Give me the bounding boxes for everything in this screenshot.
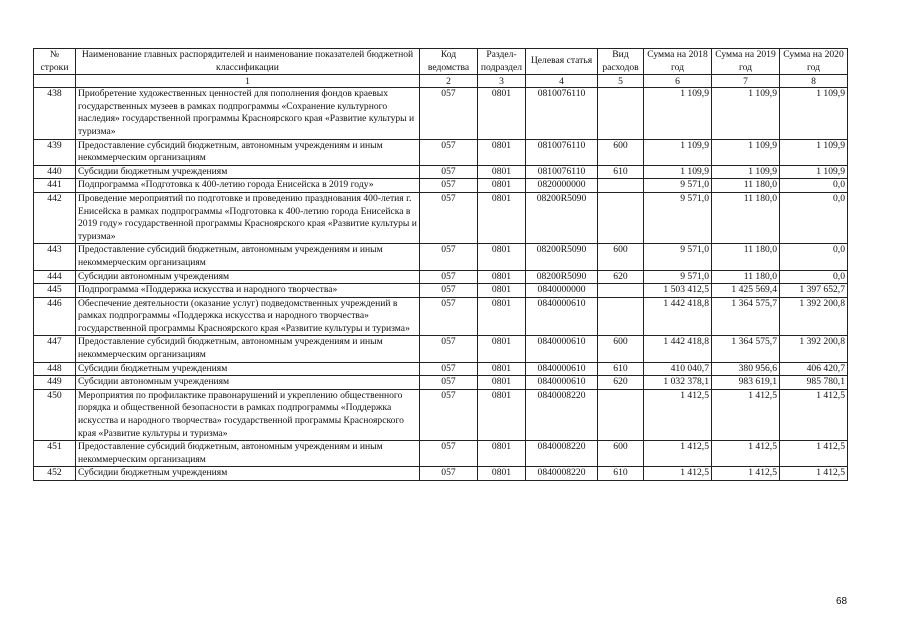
expense-type-cell: 600 bbox=[598, 441, 644, 467]
sum-2018-cell: 410 040,7 bbox=[644, 362, 712, 376]
header-dept-code: Код ведомства bbox=[420, 49, 478, 75]
expense-type-cell bbox=[598, 179, 644, 193]
section-cell: 0801 bbox=[478, 467, 526, 481]
expense-type-cell bbox=[598, 389, 644, 440]
sum-2018-cell: 1 442 418,8 bbox=[644, 297, 712, 336]
section-cell: 0801 bbox=[478, 88, 526, 139]
sum-2020-cell: 0,0 bbox=[780, 270, 848, 284]
dept-code-cell: 057 bbox=[420, 165, 478, 179]
row-name-cell: Предоставление субсидий бюджетным, автономным учреждениям и иным некоммерческим организациям bbox=[76, 441, 420, 467]
sum-2019-cell: 380 956,6 bbox=[712, 362, 780, 376]
row-name-cell: Предоставление субсидий бюджетным, автономным учреждениям и иным некоммерческим организациям bbox=[76, 244, 420, 270]
sum-2018-cell: 1 109,9 bbox=[644, 165, 712, 179]
table-row bbox=[34, 297, 848, 336]
header-section: Раздел-подраздел bbox=[478, 49, 526, 75]
table-row bbox=[34, 441, 848, 467]
header-row-no: № строки bbox=[34, 49, 76, 75]
dept-code-cell: 057 bbox=[420, 244, 478, 270]
column-number: 3 bbox=[478, 75, 526, 88]
dept-code-cell: 057 bbox=[420, 297, 478, 336]
sum-2020-cell: 985 780,1 bbox=[780, 376, 848, 390]
section-cell: 0801 bbox=[478, 270, 526, 284]
sum-2018-cell: 9 571,0 bbox=[644, 270, 712, 284]
sum-2019-cell: 1 425 569,4 bbox=[712, 284, 780, 298]
sum-2019-cell: 1 109,9 bbox=[712, 88, 780, 139]
target-article-cell: 0840008220 bbox=[526, 467, 598, 481]
section-cell: 0801 bbox=[478, 284, 526, 298]
section-cell: 0801 bbox=[478, 139, 526, 165]
dept-code-cell: 057 bbox=[420, 88, 478, 139]
expense-type-cell bbox=[598, 192, 644, 243]
row-name-cell: Предоставление субсидий бюджетным, автономным учреждениям и иным некоммерческим организациям bbox=[76, 336, 420, 362]
sum-2018-cell: 1 442 418,8 bbox=[644, 336, 712, 362]
expense-type-cell bbox=[598, 88, 644, 139]
row-number-cell: 446 bbox=[34, 297, 76, 336]
sum-2018-cell: 9 571,0 bbox=[644, 179, 712, 193]
row-number-cell: 443 bbox=[34, 244, 76, 270]
column-number: 6 bbox=[644, 75, 712, 88]
sum-2020-cell: 1 412,5 bbox=[780, 389, 848, 440]
dept-code-cell: 057 bbox=[420, 389, 478, 440]
target-article-cell: 0840000610 bbox=[526, 336, 598, 362]
sum-2020-cell: 1 109,9 bbox=[780, 139, 848, 165]
table-row bbox=[34, 467, 848, 481]
row-name-cell: Проведение мероприятий по подготовке и проведению празднования 400-летия г. Енисейска в рамках подпрограммы «Подготовка к 400-летию города Енисейска в 2019 году» государственной программы Красноярского края «Развитие культуры и туризма» bbox=[76, 192, 420, 243]
sum-2019-cell: 983 619,1 bbox=[712, 376, 780, 390]
table-row bbox=[34, 244, 848, 270]
dept-code-cell: 057 bbox=[420, 467, 478, 481]
target-article-cell: 0840000610 bbox=[526, 297, 598, 336]
sum-2020-cell: 0,0 bbox=[780, 179, 848, 193]
expense-type-cell bbox=[598, 297, 644, 336]
column-number: 1 bbox=[76, 75, 420, 88]
row-number-cell: 445 bbox=[34, 284, 76, 298]
sum-2019-cell: 11 180,0 bbox=[712, 179, 780, 193]
sum-2020-cell: 1 397 652,7 bbox=[780, 284, 848, 298]
row-number-cell: 440 bbox=[34, 165, 76, 179]
row-number-cell: 442 bbox=[34, 192, 76, 243]
expense-type-cell: 610 bbox=[598, 467, 644, 481]
sum-2019-cell: 11 180,0 bbox=[712, 244, 780, 270]
column-number: 8 bbox=[780, 75, 848, 88]
row-name-cell: Субсидии автономным учреждениям bbox=[76, 270, 420, 284]
sum-2019-cell: 1 412,5 bbox=[712, 441, 780, 467]
row-name-cell: Субсидии бюджетным учреждениям bbox=[76, 362, 420, 376]
header-name: Наименование главных распорядителей и наименование показателей бюджетной классификации bbox=[76, 49, 420, 75]
row-name-cell: Предоставление субсидий бюджетным, автономным учреждениям и иным некоммерческим организациям bbox=[76, 139, 420, 165]
dept-code-cell: 057 bbox=[420, 179, 478, 193]
sum-2019-cell: 11 180,0 bbox=[712, 270, 780, 284]
sum-2019-cell: 11 180,0 bbox=[712, 192, 780, 243]
row-name-cell: Приобретение художественных ценностей для пополнения фондов краевых государственных музеев в рамках подпрограммы «Сохранение культурного наследия» государственной программы Красноярского края «Развитие культуры и туризма» bbox=[76, 88, 420, 139]
expense-type-cell: 620 bbox=[598, 376, 644, 390]
expense-type-cell: 610 bbox=[598, 165, 644, 179]
page-number: 68 bbox=[836, 596, 848, 607]
table-row bbox=[34, 376, 848, 390]
section-cell: 0801 bbox=[478, 244, 526, 270]
expense-type-cell: 600 bbox=[598, 244, 644, 270]
target-article-cell: 0840008220 bbox=[526, 389, 598, 440]
column-number bbox=[34, 75, 76, 88]
header-row bbox=[34, 49, 848, 75]
target-article-cell: 0810076110 bbox=[526, 88, 598, 139]
dept-code-cell: 057 bbox=[420, 376, 478, 390]
target-article-cell: 0810076110 bbox=[526, 165, 598, 179]
row-name-cell: Обеспечение деятельности (оказание услуг) подведомственных учреждений в рамках подпрограммы «Поддержка искусства и народного творчества» государственной программы Красноярского края «Развитие культуры и туризма» bbox=[76, 297, 420, 336]
section-cell: 0801 bbox=[478, 389, 526, 440]
target-article-cell: 0840008220 bbox=[526, 441, 598, 467]
section-cell: 0801 bbox=[478, 192, 526, 243]
sum-2018-cell: 9 571,0 bbox=[644, 244, 712, 270]
column-number: 7 bbox=[712, 75, 780, 88]
row-number-cell: 441 bbox=[34, 179, 76, 193]
sum-2018-cell: 1 032 378,1 bbox=[644, 376, 712, 390]
column-number: 5 bbox=[598, 75, 644, 88]
section-cell: 0801 bbox=[478, 376, 526, 390]
header-sum-2019: Сумма на 2019 год bbox=[712, 49, 780, 75]
dept-code-cell: 057 bbox=[420, 336, 478, 362]
sum-2018-cell: 1 412,5 bbox=[644, 467, 712, 481]
table-row bbox=[34, 192, 848, 243]
section-cell: 0801 bbox=[478, 297, 526, 336]
table-row bbox=[34, 362, 848, 376]
column-number: 4 bbox=[526, 75, 598, 88]
sum-2020-cell: 1 392 200,8 bbox=[780, 297, 848, 336]
header-target: Целевая статья bbox=[526, 49, 598, 75]
dept-code-cell: 057 bbox=[420, 139, 478, 165]
target-article-cell: 0820000000 bbox=[526, 179, 598, 193]
row-name-cell: Субсидии бюджетным учреждениям bbox=[76, 467, 420, 481]
column-number: 2 bbox=[420, 75, 478, 88]
sum-2018-cell: 1 109,9 bbox=[644, 139, 712, 165]
row-number-cell: 438 bbox=[34, 88, 76, 139]
sum-2019-cell: 1 364 575,7 bbox=[712, 297, 780, 336]
sum-2020-cell: 406 420,7 bbox=[780, 362, 848, 376]
sum-2018-cell: 1 412,5 bbox=[644, 389, 712, 440]
section-cell: 0801 bbox=[478, 441, 526, 467]
target-article-cell: 08200R5090 bbox=[526, 270, 598, 284]
row-number-cell: 448 bbox=[34, 362, 76, 376]
sum-2020-cell: 1 109,9 bbox=[780, 165, 848, 179]
sum-2020-cell: 1 412,5 bbox=[780, 441, 848, 467]
row-number-cell: 452 bbox=[34, 467, 76, 481]
section-cell: 0801 bbox=[478, 165, 526, 179]
section-cell: 0801 bbox=[478, 336, 526, 362]
sum-2018-cell: 1 412,5 bbox=[644, 441, 712, 467]
sum-2019-cell: 1 109,9 bbox=[712, 165, 780, 179]
target-article-cell: 08200R5090 bbox=[526, 192, 598, 243]
target-article-cell: 0840000610 bbox=[526, 376, 598, 390]
table-row bbox=[34, 284, 848, 298]
expense-type-cell: 610 bbox=[598, 362, 644, 376]
row-number-cell: 451 bbox=[34, 441, 76, 467]
row-number-cell: 439 bbox=[34, 139, 76, 165]
table-row bbox=[34, 179, 848, 193]
row-name-cell: Субсидии автономным учреждениям bbox=[76, 376, 420, 390]
expense-type-cell: 620 bbox=[598, 270, 644, 284]
target-article-cell: 0810076110 bbox=[526, 139, 598, 165]
sum-2019-cell: 1 364 575,7 bbox=[712, 336, 780, 362]
sum-2018-cell: 9 571,0 bbox=[644, 192, 712, 243]
row-name-cell: Субсидии бюджетным учреждениям bbox=[76, 165, 420, 179]
sum-2018-cell: 1 503 412,5 bbox=[644, 284, 712, 298]
sum-2020-cell: 1 109,9 bbox=[780, 88, 848, 139]
table-row bbox=[34, 165, 848, 179]
table-row bbox=[34, 88, 848, 139]
row-name-cell: Мероприятия по профилактике правонарушений и укреплению общественного порядка и общественной безопасности в рамках подпрограммы «Поддержка искусства и народного творчества» государственной программы Красноярского края «Развитие культуры и туризма» bbox=[76, 389, 420, 440]
dept-code-cell: 057 bbox=[420, 284, 478, 298]
dept-code-cell: 057 bbox=[420, 192, 478, 243]
header-expense-type: Вид расходов bbox=[598, 49, 644, 75]
sum-2020-cell: 0,0 bbox=[780, 192, 848, 243]
table-row bbox=[34, 389, 848, 440]
row-name-cell: Подпрограмма «Поддержка искусства и народного творчества» bbox=[76, 284, 420, 298]
row-name-cell: Подпрограмма «Подготовка к 400-летию города Енисейска в 2019 году» bbox=[76, 179, 420, 193]
sum-2018-cell: 1 109,9 bbox=[644, 88, 712, 139]
sum-2020-cell: 1 412,5 bbox=[780, 467, 848, 481]
expense-type-cell bbox=[598, 284, 644, 298]
table-row bbox=[34, 336, 848, 362]
table-row bbox=[34, 270, 848, 284]
sum-2019-cell: 1 412,5 bbox=[712, 467, 780, 481]
target-article-cell: 0840000610 bbox=[526, 362, 598, 376]
header-sum-2020: Сумма на 2020 год bbox=[780, 49, 848, 75]
row-number-cell: 450 bbox=[34, 389, 76, 440]
sum-2019-cell: 1 109,9 bbox=[712, 139, 780, 165]
sum-2020-cell: 1 392 200,8 bbox=[780, 336, 848, 362]
dept-code-cell: 057 bbox=[420, 362, 478, 376]
row-number-cell: 447 bbox=[34, 336, 76, 362]
table-body bbox=[34, 88, 848, 481]
target-article-cell: 08200R5090 bbox=[526, 244, 598, 270]
row-number-cell: 444 bbox=[34, 270, 76, 284]
expense-type-cell: 600 bbox=[598, 139, 644, 165]
section-cell: 0801 bbox=[478, 179, 526, 193]
column-number-row bbox=[34, 75, 848, 88]
section-cell: 0801 bbox=[478, 362, 526, 376]
budget-table bbox=[33, 48, 848, 481]
target-article-cell: 0840000000 bbox=[526, 284, 598, 298]
sum-2019-cell: 1 412,5 bbox=[712, 389, 780, 440]
expense-type-cell: 600 bbox=[598, 336, 644, 362]
table-row bbox=[34, 139, 848, 165]
sum-2020-cell: 0,0 bbox=[780, 244, 848, 270]
dept-code-cell: 057 bbox=[420, 441, 478, 467]
dept-code-cell: 057 bbox=[420, 270, 478, 284]
row-number-cell: 449 bbox=[34, 376, 76, 390]
header-sum-2018: Сумма на 2018 год bbox=[644, 49, 712, 75]
